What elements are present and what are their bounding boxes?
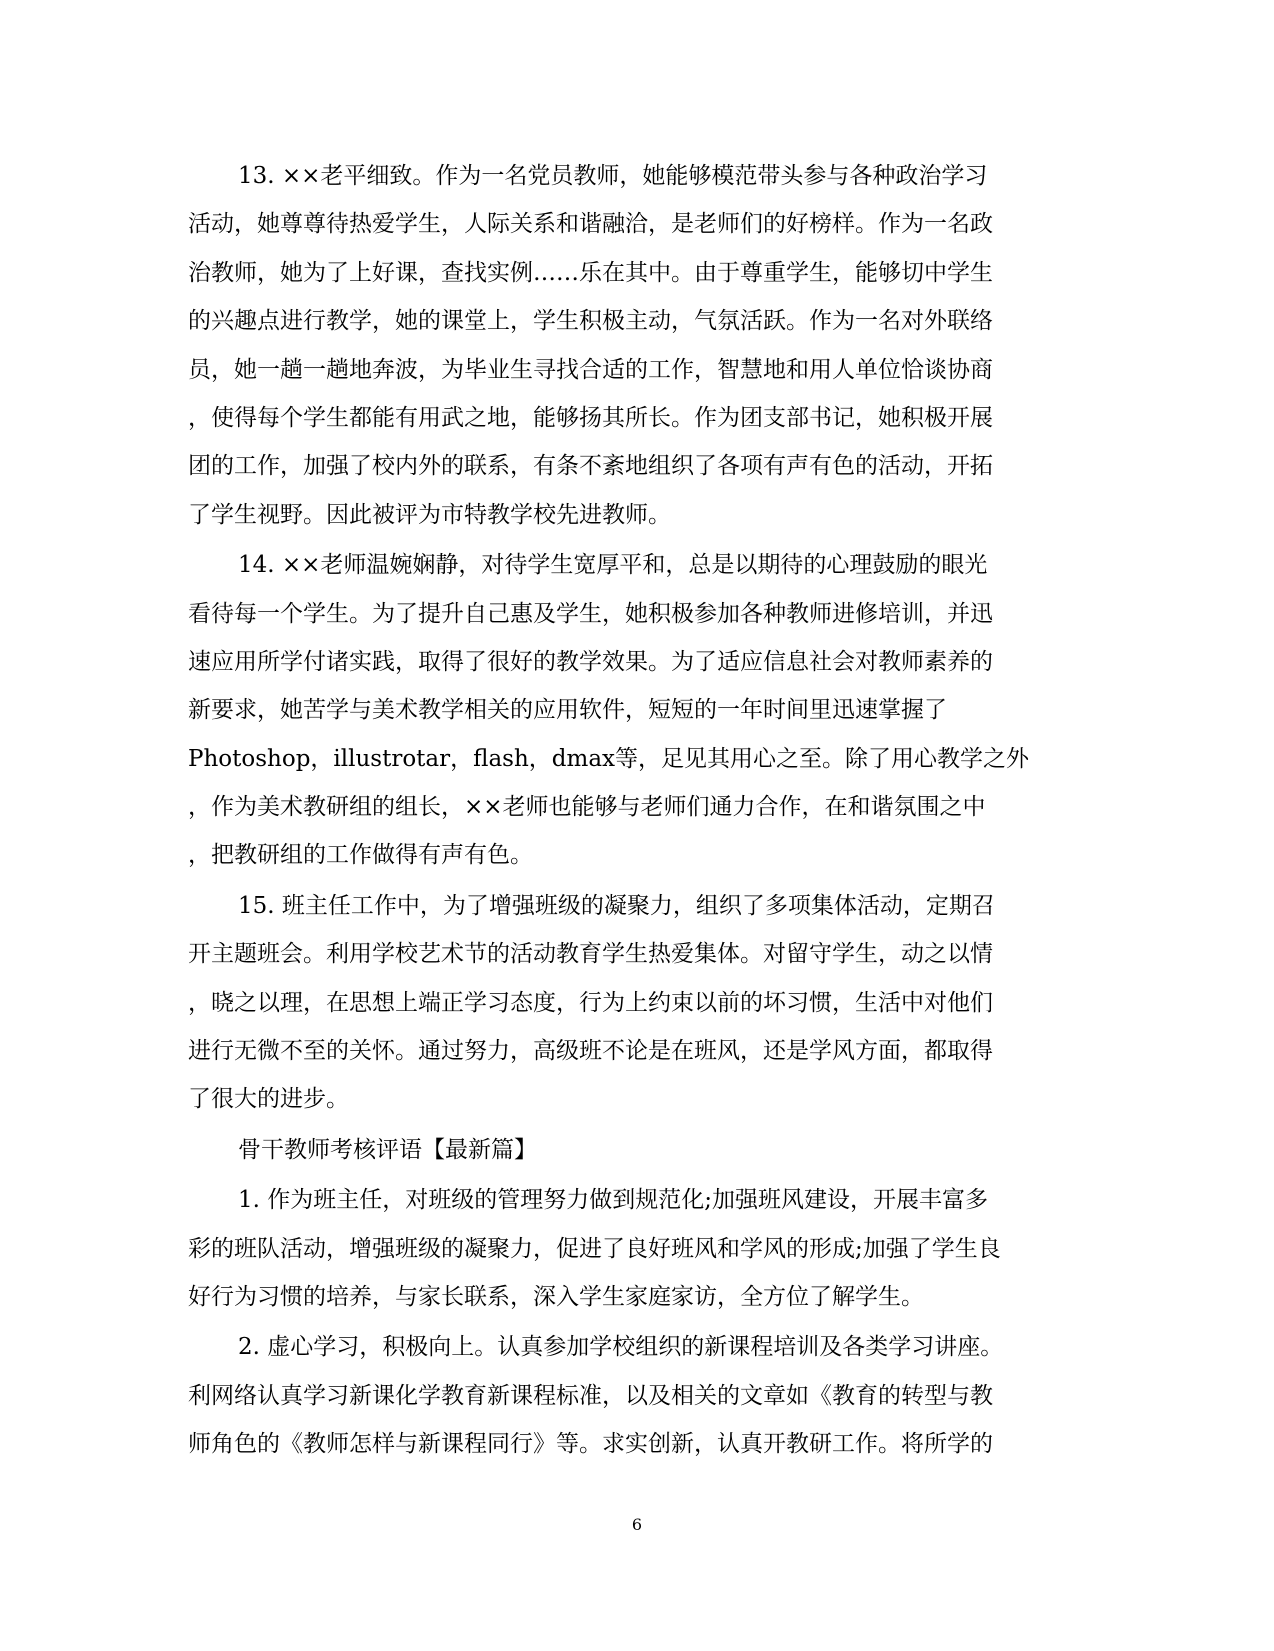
text-line: ，晓之以理，在思想上端正学习态度，行为上约束以前的坏习惯，生活中对他们 <box>188 989 993 1016</box>
text-line: 2. 虚心学习，积极向上。认真参加学校组织的新课程培训及各类学习讲座。 <box>238 1334 1004 1361</box>
text-line: 骨干教师考核评语【最新篇】 <box>238 1136 537 1163</box>
text-line: 师角色的《教师怎样与新课程同行》等。求实创新，认真开教研工作。将所学的 <box>188 1431 993 1458</box>
text-line: 速应用所学付诸实践，取得了很好的教学效果。为了适应信息社会对教师素养的 <box>188 648 993 675</box>
text-line: 进行无微不至的关怀。通过努力，高级班不论是在班风，还是学风方面，都取得 <box>188 1038 993 1065</box>
document-body <box>188 152 1088 1471</box>
text-line: 彩的班队活动，增强班级的凝聚力，促进了良好班风和学风的形成;加强了学生良 <box>188 1235 1001 1262</box>
text-line: 新要求，她苦学与美术教学相关的应用软件，短短的一年时间里迅速掌握了 <box>188 697 947 724</box>
text-line: 了学生视野。因此被评为市特教学校先进教师。 <box>188 501 671 528</box>
text-line: Photoshop，illustrotar，flash，dmax等，足见其用心之至。除了用心教学之外 <box>188 745 1030 772</box>
paragraph-p2 <box>188 1323 1088 1468</box>
text-line: 1. 作为班主任，对班级的管理努力做到规范化;加强班风建设，开展丰富多 <box>238 1187 989 1214</box>
text-line: 团的工作，加强了校内外的联系，有条不紊地组织了各项有声有色的活动，开拓 <box>188 453 993 480</box>
text-line: ，作为美术教研组的组长，××老师也能够与老师们通力合作，在和谐氛围之中 <box>188 794 986 821</box>
paragraph-p14 <box>188 541 1088 880</box>
text-line: 好行为习惯的培养，与家长联系，深入学生家庭家访，全方位了解学生。 <box>188 1283 924 1310</box>
text-line: 了很大的进步。 <box>188 1086 349 1113</box>
text-line: 15. 班主任工作中，为了增强班级的凝聚力，组织了多项集体活动，定期召 <box>238 892 995 919</box>
text-line: 看待每一个学生。为了提升自己惠及学生，她积极参加各种教师进修培训，并迅 <box>188 600 993 627</box>
text-line: 14. ××老师温婉娴静，对待学生宽厚平和，总是以期待的心理鼓励的眼光 <box>238 552 988 579</box>
section-heading <box>188 1126 1088 1174</box>
text-line: ，把教研组的工作做得有声有色。 <box>188 842 533 869</box>
text-line: 员，她一趟一趟地奔波，为毕业生寻找合适的工作，智慧地和用人单位恰谈协商 <box>188 356 993 383</box>
text-line: ，使得每个学生都能有用武之地，能够扬其所长。作为团支部书记，她积极开展 <box>188 404 993 431</box>
page-number: 6 <box>631 1515 643 1534</box>
text-line: 治教师，她为了上好课，查找实例……乐在其中。由于尊重学生，能够切中学生 <box>188 259 993 286</box>
text-line: 利网络认真学习新课化学教育新课程标准，以及相关的文章如《教育的转型与教 <box>188 1382 993 1409</box>
paragraph-p1 <box>188 1176 1088 1321</box>
text-line: 的兴趣点进行教学，她的课堂上，学生积极主动，气氛活跃。作为一名对外联络 <box>188 308 993 335</box>
text-line: 开主题班会。利用学校艺术节的活动教育学生热爱集体。对留守学生，动之以情 <box>188 941 993 968</box>
paragraph-p13 <box>188 152 1088 539</box>
text-line: 活动，她尊尊待热爱学生，人际关系和谐融洽，是老师们的好榜样。作为一名政 <box>188 211 993 238</box>
text-line: 13. ××老平细致。作为一名党员教师，她能够模范带头参与各种政治学习 <box>238 163 988 189</box>
paragraph-p15 <box>188 882 1088 1124</box>
